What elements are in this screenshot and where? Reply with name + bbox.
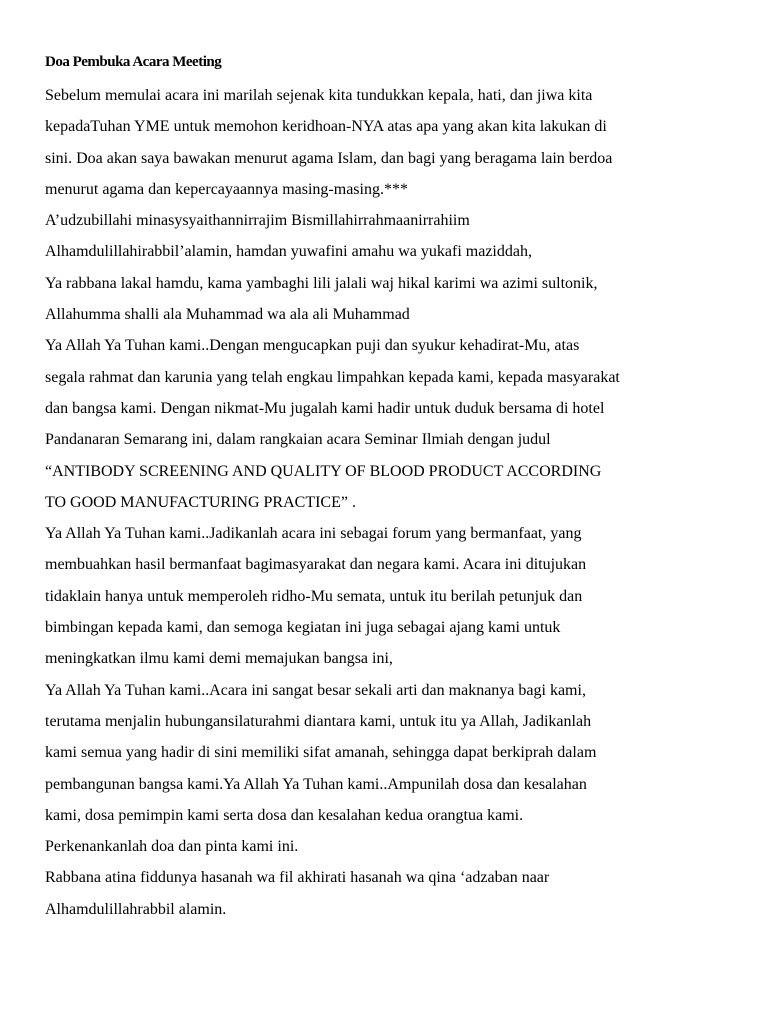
body-line: “ANTIBODY SCREENING AND QUALITY OF BLOOD PRODUCT ACCORDING (45, 462, 602, 480)
body-line: membuahkan hasil bermanfaat bagimasyarakat dan negara kami. Acara ini ditujukan (45, 556, 587, 574)
body-line: sini. Doa akan saya bawakan menurut agama Islam, dan bagi yang beragama lain berdoa (45, 149, 613, 167)
document-title: Doa Pembuka Acara Meeting (45, 54, 222, 70)
body-line: Ya Allah Ya Tuhan kami..Acara ini sangat besar sekali arti dan maknanya bagi kami, (45, 681, 586, 699)
body-line: kami, dosa pemimpin kami serta dosa dan kesalahan kedua orangtua kami. (45, 806, 524, 824)
body-line: Alhamdulillahirabbil’alamin, hamdan yuwafini amahu wa yukafi maziddah, (45, 243, 532, 261)
body-line: Ya Allah Ya Tuhan kami..Dengan mengucapkan puji dan syukur kehadirat-Mu, atas (45, 337, 580, 355)
body-line: menurut agama dan kepercayaannya masing-masing.*** (45, 180, 408, 198)
body-line: terutama menjalin hubungansilaturahmi diantara kami, untuk itu ya Allah, Jadikanlah (45, 712, 592, 730)
body-line: Allahumma shalli ala Muhammad wa ala ali Muhammad (45, 306, 410, 324)
body-line: meningkatkan ilmu kami demi memajukan bangsa ini, (45, 650, 393, 668)
body-line: kami semua yang hadir di sini memiliki sifat amanah, sehingga dapat berkiprah dalam (45, 744, 597, 762)
body-line: Ya rabbana lakal hamdu, kama yambaghi lili jalali waj hikal karimi wa azimi sultonik, (45, 274, 598, 292)
body-line: A’udzubillahi minasysyaithannirrajim Bismillahirrahmaanirrahiim (45, 212, 470, 230)
body-line: Ya Allah Ya Tuhan kami..Jadikanlah acara ini sebagai forum yang bermanfaat, yang (45, 525, 582, 543)
body-line: Alhamdulillahrabbil alamin. (45, 900, 227, 918)
body-line: tidaklain hanya untuk memperoleh ridho-Mu semata, untuk itu berilah petunjuk dan (45, 587, 583, 605)
body-line: kepadaTuhan YME untuk memohon keridhoan-NYA atas apa yang akan kita lakukan di (45, 118, 607, 136)
body-line: Sebelum memulai acara ini marilah sejenak kita tundukkan kepala, hati, dan jiwa kita (45, 87, 593, 104)
body-line: pembangunan bangsa kami.Ya Allah Ya Tuhan kami..Ampunilah dosa dan kesalahan (45, 775, 587, 793)
body-line: Perkenankanlah doa dan pinta kami ini. (45, 838, 299, 856)
body-line: TO GOOD MANUFACTURING PRACTICE” . (45, 493, 356, 511)
body-line: bimbingan kepada kami, dan semoga kegiatan ini juga sebagai ajang kami untuk (45, 619, 561, 637)
body-line: segala rahmat dan karunia yang telah engkau limpahkan kepada kami, kepada masyarakat (45, 368, 620, 386)
body-line: Rabbana atina fiddunya hasanah wa fil akhirati hasanah wa qina ‘adzaban naar (45, 869, 550, 887)
document-body (45, 80, 728, 925)
body-line: Pandanaran Semarang ini, dalam rangkaian acara Seminar Ilmiah dengan judul (45, 431, 551, 449)
body-line: dan bangsa kami. Dengan nikmat-Mu jugalah kami hadir untuk duduk bersama di hotel (45, 399, 605, 417)
